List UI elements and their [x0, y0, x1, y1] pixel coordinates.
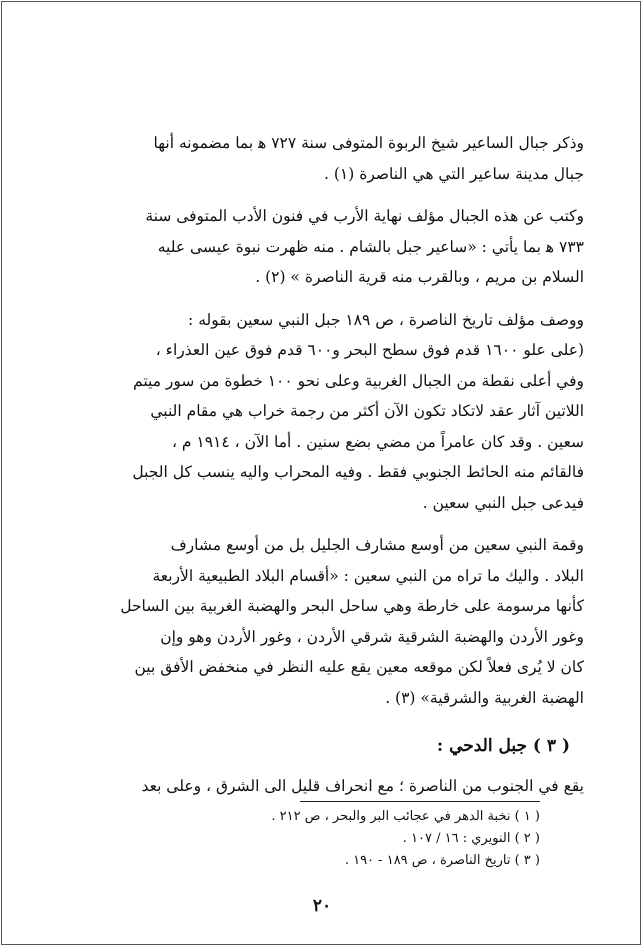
- text-line: وغور الأردن والهضبة الشرقية شرقي الأردن ، وغور الأردن وهو وإن: [160, 627, 584, 646]
- text-line: سعين . وقد كان عامراً من مضي بضع سنين . أما الآن ، ١٩١٤ م ،: [171, 432, 584, 451]
- page-number: ٢٠: [312, 896, 332, 916]
- document-body: [60, 128, 584, 814]
- text-line: وكتب عن هذه الجبال مؤلف نهاية الأرب في فنون الأدب المتوفى سنة: [145, 207, 584, 225]
- text-line: اللاتين آثار عقد لاتكاد تكون الآن أكثر من رجمة خراب هي مقام النبي: [150, 402, 584, 420]
- text-line: السلام بن مريم ، وبالقرب منه قرية الناصرة » (٢) .: [255, 268, 584, 286]
- text-line: كأنها مرسومة على خارطة وهي ساحل البحر والهضبة الغربية بين الساحل: [120, 597, 584, 615]
- text-line: ٧٣٣ ﻫ بما يأتي : «ساعير جبل بالشام . منه ظهرت نبوة عيسى عليه: [157, 237, 584, 256]
- footnote-divider: [300, 801, 540, 802]
- text-line: الهضبة الغربية والشرقية» (٣) .: [385, 688, 584, 707]
- text-line: ووصف مؤلف تاريخ الناصرة ، ص ١٨٩ جبل النبي سعين بقوله :: [188, 310, 584, 329]
- text-line: فيدعى جبل النبي سعين .: [422, 493, 584, 512]
- paragraph: [60, 530, 584, 713]
- text-line: يقع في الجنوب من الناصرة ؛ مع انحراف قليل الى الشرق ، وعلى بعد: [141, 777, 584, 795]
- footnote: ( ١ ) نخبة الدهر في عجائب البر والبحر ، ص ٢١٢ .: [271, 809, 540, 824]
- paragraph: [60, 128, 584, 189]
- footnote: ( ٣ ) تاريخ الناصرة ، ص ١٨٩ - ١٩٠ .: [344, 853, 540, 868]
- footnote: ( ٢ ) النويري : ١٦ / ١٠٧ .: [402, 831, 540, 846]
- text-line: جبال مدينة ساعير التي هي الناصرة (١) .: [324, 164, 584, 183]
- paragraph: [60, 771, 584, 802]
- text-line: كان لا يُرى فعلاً لكن موقعه معين يقع عليه النظر في منخفض الأفق بين: [134, 658, 584, 676]
- text-line: وذكر جبال الساعير شيخ الربوة المتوفى سنة ٧٢٧ ﻫ بما مضمونه أنها: [153, 134, 584, 152]
- text-line: البلاد . واليك ما تراه من النبي سعين : «أقسام البلاد الطبيعية الأربعة: [152, 566, 584, 585]
- paragraph: [60, 305, 584, 519]
- footnotes: [60, 806, 540, 872]
- text-line: وفي أعلى نقطة من الجبال الغربية وعلى نحو ١٠٠ خطوة من سور ميتم: [133, 371, 584, 390]
- text-line: وقمة النبي سعين من أوسع مشارف الجليل بل من أوسع مشارف: [170, 536, 584, 554]
- paragraph: [60, 201, 584, 293]
- text-line: (على علو ١٦٠٠ قدم فوق سطح البحر و٦٠٠ قدم فوق عين العذراء ،: [155, 341, 584, 359]
- text-line: فالقائم منه الحائط الجنوبي فقط . وفيه المحراب واليه ينسب كل الجبل: [132, 463, 584, 481]
- section-heading: ( ٣ ) جبل الدحي :: [436, 736, 570, 756]
